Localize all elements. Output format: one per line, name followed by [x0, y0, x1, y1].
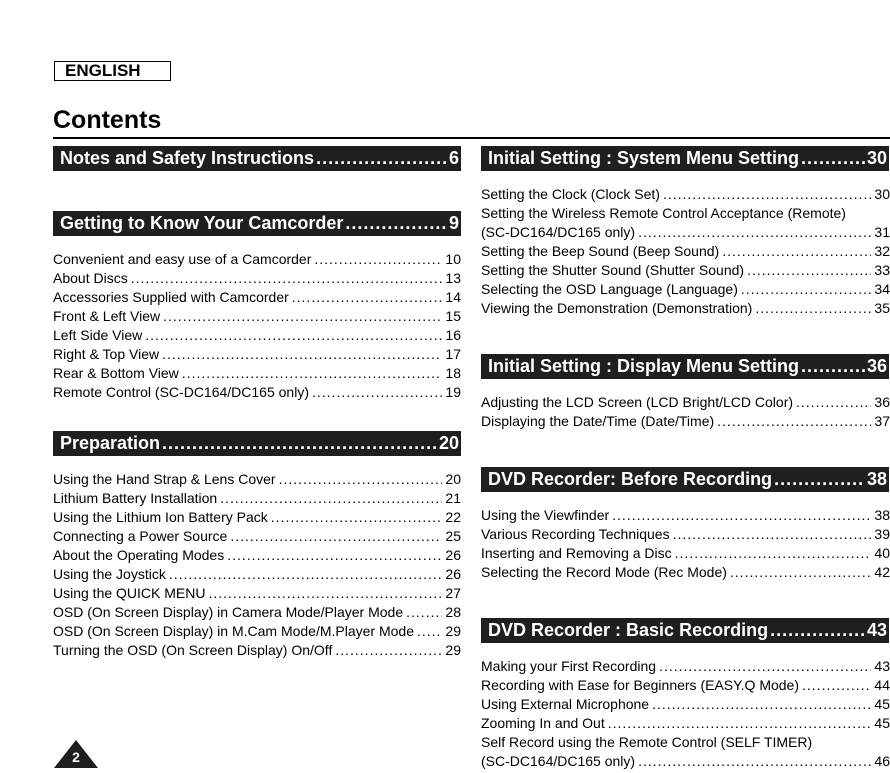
dot-leader: [406, 603, 442, 622]
toc-entry: [53, 641, 461, 660]
toc-entry-title: (SC-DC164/DC165 only): [481, 753, 636, 769]
toc-entry-page: 37: [874, 413, 890, 429]
toc-entry: [481, 506, 890, 525]
section-heading: [53, 431, 461, 456]
dot-leader: [314, 250, 442, 269]
toc-entry-page: 38: [874, 507, 890, 523]
toc-entry-title: Rear & Bottom View: [53, 365, 179, 381]
page-title: Contents: [53, 106, 162, 134]
toc-entry: [481, 563, 890, 582]
toc-right-column: [481, 146, 890, 771]
toc-entry-page: 43: [874, 658, 890, 674]
dot-leader: [417, 622, 442, 641]
toc-entry-title: Using the Hand Strap & Lens Cover: [53, 471, 276, 487]
toc-entry-page: 36: [874, 394, 890, 410]
section-page-number: 36: [866, 356, 887, 376]
toc-entry-title: About the Operating Modes: [53, 547, 225, 563]
toc-entry-page: 27: [445, 585, 461, 601]
toc-entry-title: Using the Viewfinder: [481, 507, 610, 523]
toc-entry-page: 29: [445, 642, 461, 658]
toc-entry: [481, 393, 890, 412]
toc-entry-page: 16: [445, 327, 461, 343]
dot-leader: [131, 269, 443, 288]
section-heading: [481, 354, 889, 379]
toc-entry-title: Front & Left View: [53, 308, 161, 324]
dot-leader: [612, 506, 871, 525]
toc-entry-title: Using the Lithium Ion Battery Pack: [53, 509, 268, 525]
section-heading: [53, 211, 461, 236]
toc-entry: [53, 546, 461, 565]
language-label: ENGLISH: [54, 61, 171, 81]
section-heading-title: Getting to Know Your Camcorder: [60, 213, 344, 233]
toc-entry: [481, 695, 890, 714]
toc-entry-title: Setting the Beep Sound (Beep Sound): [481, 243, 720, 259]
toc-entry-title: Convenient and easy use of a Camcorder: [53, 251, 312, 267]
toc-entry-title: (SC-DC164/DC165 only): [481, 224, 636, 240]
toc-entry: [481, 204, 890, 223]
dot-leader: [279, 470, 443, 489]
toc-entry-page: 31: [874, 224, 890, 240]
toc-entry-page: 29: [445, 623, 461, 639]
toc-entry: [53, 307, 461, 326]
toc-section: [481, 467, 890, 582]
toc-entry-title: Connecting a Power Source: [53, 528, 228, 544]
dot-leader: [801, 146, 865, 171]
dot-leader: [659, 657, 871, 676]
dot-leader: [770, 618, 865, 643]
toc-entry-page: 21: [445, 490, 461, 506]
section-heading: [481, 146, 889, 171]
dot-leader: [747, 261, 871, 280]
toc-section: [481, 618, 890, 771]
toc-entry: [53, 603, 461, 622]
section-page-number: 20: [438, 433, 459, 453]
section-heading: [53, 146, 461, 171]
toc-entry-title: Turning the OSD (On Screen Display) On/Off: [53, 642, 333, 658]
toc-entry-page: 13: [445, 270, 461, 286]
toc-entry-page: 44: [874, 677, 890, 693]
toc-entry: [481, 657, 890, 676]
toc-entry-title: Using External Microphone: [481, 696, 650, 712]
toc-entry-title: Accessories Supplied with Camcorder: [53, 289, 289, 305]
toc-left-column: [53, 146, 461, 660]
dot-leader: [774, 467, 865, 492]
section-heading-title: Initial Setting : Display Menu Setting: [488, 356, 800, 376]
toc-entry-title: Lithium Battery Installation: [53, 490, 218, 506]
dot-leader: [801, 354, 865, 379]
toc-entry-page: 42: [874, 564, 890, 580]
section-heading: [481, 467, 889, 492]
toc-entry: [481, 676, 890, 695]
title-divider: [53, 137, 890, 139]
toc-entry-page: 19: [445, 384, 461, 400]
dot-leader: [335, 641, 442, 660]
toc-entry: [53, 508, 461, 527]
toc-entry-page: 15: [445, 308, 461, 324]
dot-leader: [673, 525, 872, 544]
page-number-badge: [54, 740, 98, 768]
dot-leader: [802, 676, 871, 695]
dot-leader: [722, 242, 871, 261]
toc-entry-title: Self Record using the Remote Control (SELF TIMER): [481, 734, 813, 750]
toc-entry-page: 14: [445, 289, 461, 305]
dot-leader: [316, 146, 447, 171]
section-page-number: 6: [448, 148, 459, 168]
toc-entry-title: Setting the Clock (Clock Set): [481, 186, 660, 202]
toc-entry-title: Recording with Ease for Beginners (EASY.Q Mode): [481, 677, 800, 693]
dot-leader: [608, 714, 872, 733]
toc-entry: [53, 470, 461, 489]
toc-entry-title: Making your First Recording: [481, 658, 657, 674]
toc-section: [481, 354, 890, 431]
toc-entry-page: 10: [445, 251, 461, 267]
toc-entry-page: 30: [874, 186, 890, 202]
dot-leader: [227, 546, 442, 565]
dot-leader: [741, 280, 872, 299]
toc-entry-list: [481, 393, 890, 431]
toc-entry-page: 28: [445, 604, 461, 620]
toc-entry-title: Zooming In and Out: [481, 715, 605, 731]
toc-entry: [481, 544, 890, 563]
toc-entry-page: 18: [445, 365, 461, 381]
dot-leader: [182, 364, 443, 383]
toc-entry-title: Using the QUICK MENU: [53, 585, 206, 601]
toc-entry-page: 40: [874, 545, 890, 561]
dot-leader: [717, 412, 871, 431]
dot-leader: [145, 326, 442, 345]
toc-section: [53, 211, 461, 402]
toc-entry: [53, 288, 461, 307]
section-heading-title: DVD Recorder: Before Recording: [488, 469, 773, 489]
toc-entry: [53, 269, 461, 288]
toc-entry: [53, 489, 461, 508]
toc-entry: [481, 752, 890, 771]
dot-leader: [271, 508, 443, 527]
dot-leader: [169, 565, 443, 584]
toc-entry-page: 32: [874, 243, 890, 259]
toc-section: [53, 146, 461, 171]
toc-entry: [53, 622, 461, 641]
toc-entry: [481, 185, 890, 204]
toc-entry: [53, 584, 461, 603]
dot-leader: [796, 393, 871, 412]
toc-section: [481, 146, 890, 318]
dot-leader: [345, 211, 447, 236]
toc-entry-page: 26: [445, 566, 461, 582]
section-heading-title: DVD Recorder : Basic Recording: [488, 620, 769, 640]
toc-entry: [53, 383, 461, 402]
toc-entry-page: 22: [445, 509, 461, 525]
section-page-number: 30: [866, 148, 887, 168]
toc-entry-title: Various Recording Techniques: [481, 526, 670, 542]
toc-entry-title: Selecting the Record Mode (Rec Mode): [481, 564, 727, 580]
toc-entry-title: Adjusting the LCD Screen (LCD Bright/LCD Color): [481, 394, 794, 410]
toc-entry: [481, 242, 890, 261]
dot-leader: [162, 431, 437, 456]
toc-entry-page: 17: [445, 346, 461, 362]
toc-entry-title: Setting the Wireless Remote Control Acceptance (Remote): [481, 205, 846, 221]
toc-entry: [481, 412, 890, 431]
toc-section: [53, 431, 461, 660]
section-page-number: 9: [448, 213, 459, 233]
toc-entry-page: 45: [874, 696, 890, 712]
toc-entry-page: 46: [874, 753, 890, 769]
toc-entry-title: OSD (On Screen Display) in M.Cam Mode/M.Player Mode: [53, 623, 414, 639]
toc-entry: [481, 525, 890, 544]
dot-leader: [230, 527, 442, 546]
dot-leader: [730, 563, 872, 582]
dot-leader: [638, 752, 871, 771]
dot-leader: [675, 544, 872, 563]
toc-entry-list: [53, 470, 461, 660]
toc-entry-page: 20: [445, 471, 461, 487]
toc-entry: [481, 299, 890, 318]
toc-entry: [481, 261, 890, 280]
toc-entry-title: Left Side View: [53, 327, 143, 343]
toc-entry-title: Setting the Shutter Sound (Shutter Sound): [481, 262, 745, 278]
dot-leader: [163, 307, 442, 326]
toc-entry-page: 26: [445, 547, 461, 563]
toc-entry: [481, 280, 890, 299]
section-page-number: 43: [866, 620, 887, 640]
toc-entry: [481, 223, 890, 242]
toc-entry-title: Using the Joystick: [53, 566, 166, 582]
dot-leader: [755, 299, 871, 318]
dot-leader: [638, 223, 871, 242]
dot-leader: [292, 288, 443, 307]
toc-entry: [53, 527, 461, 546]
toc-entry-list: [481, 506, 890, 582]
toc-entry-page: 35: [874, 300, 890, 316]
toc-entry-title: OSD (On Screen Display) in Camera Mode/Player Mode: [53, 604, 404, 620]
toc-entry-title: Right & Top View: [53, 346, 160, 362]
section-page-number: 38: [866, 469, 887, 489]
toc-entry-page: 39: [874, 526, 890, 542]
toc-entry: [53, 565, 461, 584]
toc-entry-page: 34: [874, 281, 890, 297]
toc-entry-title: Selecting the OSD Language (Language): [481, 281, 738, 297]
toc-entry-list: [53, 250, 461, 402]
toc-entry-title: Viewing the Demonstration (Demonstration): [481, 300, 753, 316]
dot-leader: [652, 695, 871, 714]
dot-leader: [162, 345, 442, 364]
toc-entry-page: 25: [445, 528, 461, 544]
toc-entry-title: Inserting and Removing a Disc: [481, 545, 672, 561]
dot-leader: [312, 383, 442, 402]
section-heading: [481, 618, 889, 643]
toc-entry-page: 45: [874, 715, 890, 731]
toc-entry: [53, 345, 461, 364]
toc-entry-title: Displaying the Date/Time (Date/Time): [481, 413, 715, 429]
toc-entry-title: Remote Control (SC-DC164/DC165 only): [53, 384, 309, 400]
toc-entry-list: [481, 185, 890, 318]
toc-entry: [53, 326, 461, 345]
toc-entry: [53, 250, 461, 269]
toc-entry-page: 33: [874, 262, 890, 278]
dot-leader: [663, 185, 871, 204]
section-heading-title: Notes and Safety Instructions: [60, 148, 315, 168]
toc-entry-title: About Discs: [53, 270, 128, 286]
dot-leader: [208, 584, 442, 603]
section-heading-title: Preparation: [60, 433, 161, 453]
section-heading-title: Initial Setting : System Menu Setting: [488, 148, 800, 168]
toc-entry: [53, 364, 461, 383]
toc-entry-list: [481, 657, 890, 771]
page-number: 2: [72, 749, 80, 765]
toc-entry: [481, 733, 890, 752]
toc-entry: [481, 714, 890, 733]
dot-leader: [220, 489, 442, 508]
